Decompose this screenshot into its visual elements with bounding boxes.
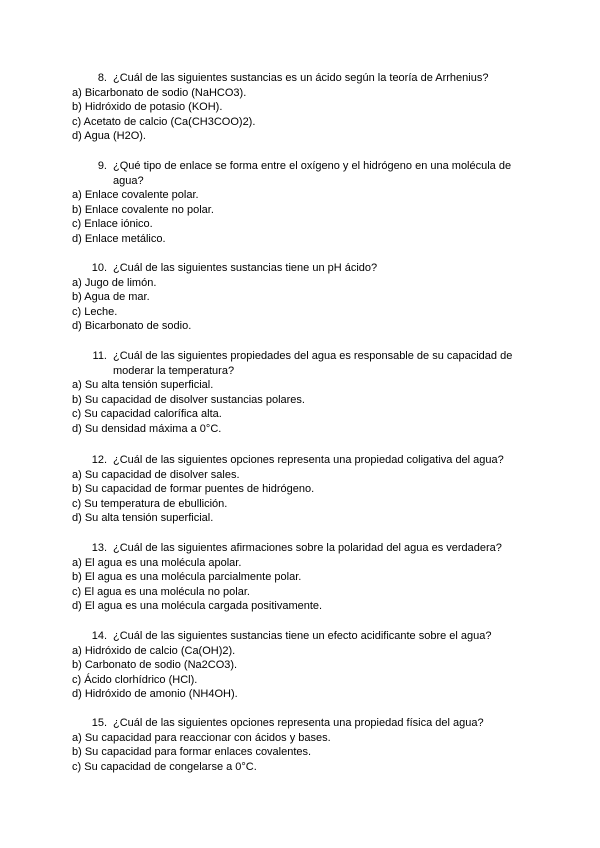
option-text: Ácido clorhídrico (HCl). xyxy=(84,673,198,686)
option-text: Enlace metálico. xyxy=(84,232,166,245)
option-label: d) xyxy=(72,130,82,143)
option-text: Su capacidad de congelarse a 0°C. xyxy=(84,760,257,773)
option-text: Su alta tensión superficial. xyxy=(84,379,214,392)
option-text: Hidróxido de calcio (Ca(OH)2). xyxy=(84,644,236,657)
option-b xyxy=(72,745,532,760)
question-number: 14. xyxy=(91,630,107,642)
option-label: c) xyxy=(72,305,82,318)
option-label: c) xyxy=(72,760,82,773)
option-text: Su alta tensión superficial. xyxy=(84,512,214,525)
option-label: a) xyxy=(72,276,82,289)
question-text: ¿Cuál de las siguientes sustancias tiene un pH ácido? xyxy=(113,262,378,274)
option-d xyxy=(72,687,532,702)
option-label: d) xyxy=(72,688,82,701)
option-c xyxy=(72,673,532,688)
option-label: c) xyxy=(72,115,82,128)
option-label: a) xyxy=(72,556,82,569)
question-number: 15. xyxy=(91,717,107,729)
option-a xyxy=(72,86,532,101)
option-b xyxy=(72,290,532,305)
question-13 xyxy=(72,541,532,614)
question-number: 10. xyxy=(91,262,107,274)
option-text: Su temperatura de ebullición. xyxy=(84,497,228,510)
option-c xyxy=(72,217,532,232)
option-c xyxy=(72,760,532,775)
option-text: El agua es una molécula cargada positivamente. xyxy=(84,600,323,613)
option-a xyxy=(72,378,532,393)
option-b xyxy=(72,658,532,673)
option-a xyxy=(72,468,532,483)
option-label: b) xyxy=(72,746,82,759)
question-11 xyxy=(72,349,532,437)
option-label: d) xyxy=(72,320,82,333)
option-text: Su capacidad de disolver sustancias polares. xyxy=(84,393,305,406)
question-header xyxy=(89,629,532,644)
question-text: ¿Cuál de las siguientes opciones representa una propiedad coligativa del agua? xyxy=(113,454,504,466)
option-label: b) xyxy=(72,393,82,406)
question-number: 9. xyxy=(97,160,107,172)
option-label: b) xyxy=(72,483,82,496)
option-label: c) xyxy=(72,585,82,598)
option-a xyxy=(72,188,532,203)
option-text: Hidróxido de amonio (NH4OH). xyxy=(84,688,238,701)
option-label: a) xyxy=(72,468,82,481)
option-label: d) xyxy=(72,512,82,525)
option-c xyxy=(72,585,532,600)
question-header xyxy=(89,453,532,468)
option-b xyxy=(72,482,532,497)
option-label: a) xyxy=(72,86,82,99)
question-text: ¿Cuál de las siguientes afirmaciones sobre la polaridad del agua es verdadera? xyxy=(113,542,502,554)
option-label: d) xyxy=(72,600,82,613)
option-text: Enlace covalente polar. xyxy=(84,189,199,202)
question-text: ¿Qué tipo de enlace se forma entre el oxígeno y el hidrógeno en una molécula de agua? xyxy=(113,160,512,187)
option-a xyxy=(72,644,532,659)
question-text: ¿Cuál de las siguientes opciones representa una propiedad física del agua? xyxy=(113,717,484,729)
question-number: 11. xyxy=(92,350,107,362)
question-8 xyxy=(72,71,532,144)
option-text: Enlace iónico. xyxy=(84,218,153,231)
option-a xyxy=(72,276,532,291)
question-text: ¿Cuál de las siguientes propiedades del agua es responsable de su capacidad de moderar la temperatura? xyxy=(113,350,513,377)
option-text: Hidróxido de potasio (KOH). xyxy=(84,101,223,114)
option-label: a) xyxy=(72,189,82,202)
question-header xyxy=(89,71,532,86)
question-header xyxy=(89,716,532,731)
option-label: d) xyxy=(72,422,82,435)
option-b xyxy=(72,393,532,408)
option-c xyxy=(72,497,532,512)
option-text: Acetato de calcio (Ca(CH3COO)2). xyxy=(83,115,256,128)
option-c xyxy=(72,407,532,422)
option-text: Leche. xyxy=(84,305,118,318)
option-b xyxy=(72,570,532,585)
option-label: b) xyxy=(72,203,82,216)
question-header xyxy=(89,261,532,276)
option-text: Enlace covalente no polar. xyxy=(84,203,214,216)
option-d xyxy=(72,232,532,247)
option-text: Su capacidad de disolver sales. xyxy=(84,468,240,481)
question-15 xyxy=(72,716,532,774)
option-text: Agua de mar. xyxy=(84,291,150,304)
option-text: Su capacidad de formar puentes de hidrógeno. xyxy=(84,483,315,496)
option-c xyxy=(72,115,532,130)
option-label: c) xyxy=(72,218,82,231)
question-text: ¿Cuál de las siguientes sustancias tiene un efecto acidificante sobre el agua? xyxy=(113,630,492,642)
question-10 xyxy=(72,261,532,334)
option-label: c) xyxy=(72,497,82,510)
question-number: 12. xyxy=(91,454,107,466)
option-label: b) xyxy=(72,659,82,672)
option-text: Bicarbonato de sodio (NaHCO3). xyxy=(84,86,247,99)
question-header xyxy=(89,159,532,188)
option-text: El agua es una molécula parcialmente polar. xyxy=(84,571,302,584)
question-12 xyxy=(72,453,532,526)
option-label: d) xyxy=(72,232,82,245)
option-text: Su densidad máxima a 0°C. xyxy=(84,422,222,435)
option-d xyxy=(72,422,532,437)
option-a xyxy=(72,731,532,746)
option-text: Su capacidad calorífica alta. xyxy=(84,408,222,421)
option-d xyxy=(72,511,532,526)
option-label: a) xyxy=(72,379,82,392)
question-9 xyxy=(72,159,532,247)
option-a xyxy=(72,556,532,571)
option-d xyxy=(72,599,532,614)
question-number: 8. xyxy=(97,72,107,84)
option-text: El agua es una molécula apolar. xyxy=(84,556,242,569)
option-label: b) xyxy=(72,101,82,114)
option-label: b) xyxy=(72,571,82,584)
option-d xyxy=(72,129,532,144)
option-text: Agua (H2O). xyxy=(84,130,146,143)
option-text: Bicarbonato de sodio. xyxy=(84,320,192,333)
option-text: Su capacidad para reaccionar con ácidos y bases. xyxy=(84,731,331,744)
question-number: 13. xyxy=(91,542,107,554)
option-text: Carbonato de sodio (Na2CO3). xyxy=(84,659,238,672)
question-header xyxy=(89,349,532,378)
option-label: b) xyxy=(72,291,82,304)
option-label: c) xyxy=(72,408,82,421)
option-text: Su capacidad para formar enlaces covalentes. xyxy=(84,746,312,759)
question-14 xyxy=(72,629,532,702)
option-b xyxy=(72,203,532,218)
question-text: ¿Cuál de las siguientes sustancias es un ácido según la teoría de Arrhenius? xyxy=(113,72,489,84)
option-text: El agua es una molécula no polar. xyxy=(84,585,250,598)
option-c xyxy=(72,305,532,320)
option-label: c) xyxy=(72,673,82,686)
question-header xyxy=(89,541,532,556)
option-b xyxy=(72,100,532,115)
option-label: a) xyxy=(72,644,82,657)
option-label: a) xyxy=(72,731,82,744)
option-d xyxy=(72,319,532,334)
option-text: Jugo de limón. xyxy=(84,276,157,289)
